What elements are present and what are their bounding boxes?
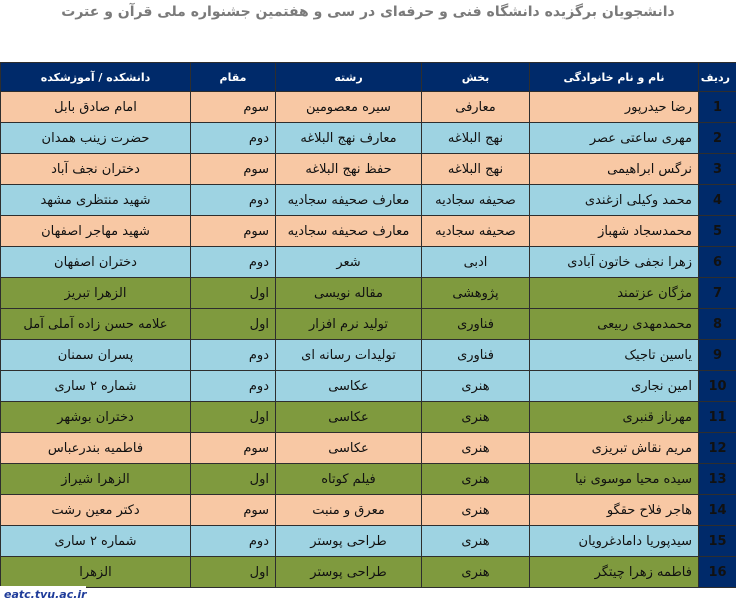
cell-field: سیره معصومین <box>276 92 422 123</box>
cell-field: حفظ نهج البلاغه <box>276 154 422 185</box>
cell-field: طراحی پوستر <box>276 526 422 557</box>
cell-name: محمدسجاد شهباز <box>530 216 699 247</box>
cell-field: عکاسی <box>276 433 422 464</box>
cell-name: سیده محیا موسوی نیا <box>530 464 699 495</box>
table-row <box>1 464 736 495</box>
header-rank: مقام <box>191 63 276 92</box>
cell-dept: معارفی <box>422 92 530 123</box>
cell-name: نرگس ابراهیمی <box>530 154 699 185</box>
cell-name: محمدمهدی ربیعی <box>530 309 699 340</box>
cell-num: 7 <box>699 278 736 309</box>
cell-rank: دوم <box>191 340 276 371</box>
table-row <box>1 123 736 154</box>
cell-field: طراحی پوستر <box>276 557 422 588</box>
table-header-row <box>1 63 736 92</box>
table-row <box>1 433 736 464</box>
cell-dept: هنری <box>422 371 530 402</box>
cell-name: مژگان عزتمند <box>530 278 699 309</box>
cell-num: 6 <box>699 247 736 278</box>
cell-college: امام صادق بابل <box>1 92 191 123</box>
cell-field: عکاسی <box>276 371 422 402</box>
site-watermark: eatc.tvu.ac.ir <box>0 586 86 604</box>
cell-rank: دوم <box>191 185 276 216</box>
cell-name: مهرناز قنبری <box>530 402 699 433</box>
cell-dept: پژوهشی <box>422 278 530 309</box>
cell-name: محمد وکیلی ازغندی <box>530 185 699 216</box>
cell-college: دختران اصفهان <box>1 247 191 278</box>
cell-name: فاطمه زهرا چیتگر <box>530 557 699 588</box>
cell-rank: اول <box>191 402 276 433</box>
table-row <box>1 495 736 526</box>
cell-dept: ادبی <box>422 247 530 278</box>
cell-name: هاجر فلاح حقگو <box>530 495 699 526</box>
winners-table <box>0 62 736 588</box>
cell-num: 13 <box>699 464 736 495</box>
cell-college: شماره ۲ ساری <box>1 526 191 557</box>
table-row <box>1 185 736 216</box>
cell-rank: سوم <box>191 433 276 464</box>
cell-dept: فناوری <box>422 309 530 340</box>
table-row <box>1 526 736 557</box>
cell-rank: سوم <box>191 216 276 247</box>
cell-college: الزهرا شیراز <box>1 464 191 495</box>
table-row <box>1 557 736 588</box>
cell-rank: دوم <box>191 247 276 278</box>
page-title: دانشجویان برگزیده دانشگاه فنی و حرفه‌ای در سی و هفتمین جشنواره ملی قرآن و عترت <box>61 4 675 20</box>
cell-dept: صحیفه سجادیه <box>422 185 530 216</box>
cell-field: تولیدات رسانه ای <box>276 340 422 371</box>
cell-name: سیدپوریا دامادغرویان <box>530 526 699 557</box>
table-row <box>1 247 736 278</box>
cell-field: معارف نهج البلاغه <box>276 123 422 154</box>
table-row <box>1 309 736 340</box>
cell-dept: صحیفه سجادیه <box>422 216 530 247</box>
table-row <box>1 154 736 185</box>
cell-name: مریم نقاش تبریزی <box>530 433 699 464</box>
cell-college: شهید منتظری مشهد <box>1 185 191 216</box>
cell-college: شهید مهاجر اصفهان <box>1 216 191 247</box>
cell-dept: هنری <box>422 495 530 526</box>
cell-rank: دوم <box>191 371 276 402</box>
cell-college: پسران سمنان <box>1 340 191 371</box>
cell-college: الزهرا <box>1 557 191 588</box>
cell-college: فاطمیه بندرعباس <box>1 433 191 464</box>
cell-num: 1 <box>699 92 736 123</box>
cell-field: معارف صحیفه سجادیه <box>276 185 422 216</box>
cell-dept: هنری <box>422 402 530 433</box>
cell-rank: اول <box>191 557 276 588</box>
header-num: ردیف <box>699 63 736 92</box>
header-name: نام و نام خانوادگی <box>530 63 699 92</box>
cell-dept: نهج البلاغه <box>422 154 530 185</box>
cell-num: 2 <box>699 123 736 154</box>
cell-name: مهری ساعتی عصر <box>530 123 699 154</box>
cell-field: فیلم کوتاه <box>276 464 422 495</box>
cell-num: 11 <box>699 402 736 433</box>
cell-num: 8 <box>699 309 736 340</box>
cell-field: معارف صحیفه سجادیه <box>276 216 422 247</box>
cell-dept: هنری <box>422 433 530 464</box>
cell-name: یاسین تاجیک <box>530 340 699 371</box>
header-dept: بخش <box>422 63 530 92</box>
cell-college: دکتر معین رشت <box>1 495 191 526</box>
cell-rank: سوم <box>191 92 276 123</box>
cell-field: مقاله نویسی <box>276 278 422 309</box>
header-college: دانشکده / آموزشکده <box>1 63 191 92</box>
cell-num: 5 <box>699 216 736 247</box>
cell-field: شعر <box>276 247 422 278</box>
cell-dept: هنری <box>422 526 530 557</box>
cell-college: دختران نجف آباد <box>1 154 191 185</box>
cell-name: رضا حیدرپور <box>530 92 699 123</box>
cell-college: علامه حسن زاده آملی آمل <box>1 309 191 340</box>
table-row <box>1 402 736 433</box>
cell-rank: دوم <box>191 123 276 154</box>
cell-num: 16 <box>699 557 736 588</box>
cell-dept: فناوری <box>422 340 530 371</box>
table-row <box>1 216 736 247</box>
cell-rank: اول <box>191 464 276 495</box>
cell-rank: دوم <box>191 526 276 557</box>
cell-num: 10 <box>699 371 736 402</box>
cell-num: 15 <box>699 526 736 557</box>
cell-rank: سوم <box>191 154 276 185</box>
cell-college: دختران بوشهر <box>1 402 191 433</box>
cell-rank: اول <box>191 309 276 340</box>
cell-rank: اول <box>191 278 276 309</box>
cell-name: زهرا نجفی خاتون آبادی <box>530 247 699 278</box>
cell-college: الزهرا تبریز <box>1 278 191 309</box>
cell-num: 3 <box>699 154 736 185</box>
cell-dept: هنری <box>422 464 530 495</box>
cell-field: عکاسی <box>276 402 422 433</box>
table-row <box>1 278 736 309</box>
cell-name: امین نجاری <box>530 371 699 402</box>
cell-num: 9 <box>699 340 736 371</box>
cell-rank: سوم <box>191 495 276 526</box>
table-row <box>1 92 736 123</box>
cell-college: حضرت زینب همدان <box>1 123 191 154</box>
cell-num: 4 <box>699 185 736 216</box>
cell-field: معرق و منبت <box>276 495 422 526</box>
cell-college: شماره ۲ ساری <box>1 371 191 402</box>
cell-dept: هنری <box>422 557 530 588</box>
cell-field: تولید نرم افزار <box>276 309 422 340</box>
table-row <box>1 371 736 402</box>
header-field: رشته <box>276 63 422 92</box>
cell-num: 12 <box>699 433 736 464</box>
cell-dept: نهج البلاغه <box>422 123 530 154</box>
table-row <box>1 340 736 371</box>
cell-num: 14 <box>699 495 736 526</box>
